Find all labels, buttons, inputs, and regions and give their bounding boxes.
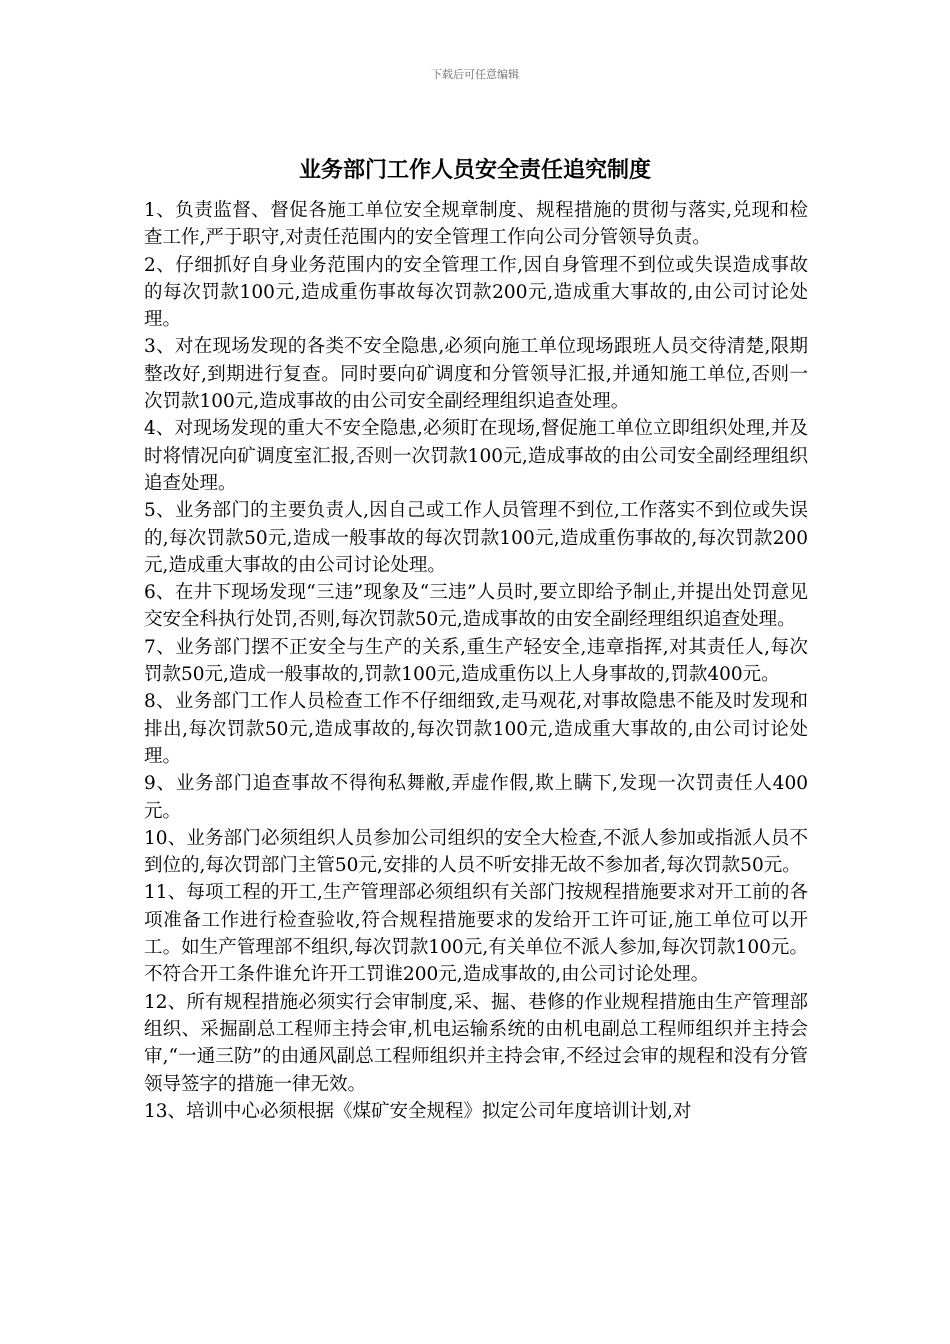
clause-2: 2、仔细抓好自身业务范围内的安全管理工作,因自身管理不到位或失误造成事故的每次罚款100元,造成重伤事故每次罚款200元,造成重大事故的,由公司讨论处理。 bbox=[144, 254, 808, 331]
clause-11: 11、每项工程的开工,生产管理部必须组织有关部门按规程措施要求对开工前的各项准备工作进行检查验收,符合规程措施要求的发给开工许可证,施工单位可以开工。如生产管理部不组织,每次罚款100元,有关单位不派人参加,每次罚款100元。不符合开工条件谁允许开工罚谁200元,造成事故的,由公司讨论处理。 bbox=[144, 882, 808, 986]
clause-6: 6、在井下现场发现“三违”现象及“三违”人员时,要立即给予制止,并提出处罚意见交安全科执行处罚,否则,每次罚款50元,造成事故的由安全副经理组织追查处理。 bbox=[144, 582, 808, 631]
clause-12: 12、所有规程措施必须实行会审制度,采、掘、巷修的作业规程措施由生产管理部组织、采掘副总工程师主持会审,机电运输系统的由机电副总工程师组织并主持会审,“一通三防”的由通风副总工程师组织并主持会审,不经过会审的规程和没有分管领导签字的措施一律无效。 bbox=[144, 991, 808, 1095]
clause-9: 9、业务部门追查事故不得徇私舞敝,弄虚作假,欺上瞒下,发现一次罚责任人400元。 bbox=[144, 773, 808, 822]
clause-4: 4、对现场发现的重大不安全隐患,必须盯在现场,督促施工单位立即组织处理,并及时将情况向矿调度室汇报,否则一次罚款100元,造成事故的由公司安全副经理组织追查处理。 bbox=[144, 418, 808, 494]
document-body bbox=[144, 197, 808, 1125]
clause-10: 10、业务部门必须组织人员参加公司组织的安全大检查,不派人参加或指派人员不到位的,每次罚部门主管50元,安排的人员不听安排无故不参加者,每次罚款50元。 bbox=[144, 827, 808, 877]
clause-1: 1、负责监督、督促各施工单位安全规章制度、规程措施的贯彻与落实,兑现和检查工作,严于职守,对责任范围内的安全管理工作向公司分管领导负责。 bbox=[144, 200, 808, 249]
clause-3: 3、对在现场发现的各类不安全隐患,必须向施工单位现场跟班人员交待清楚,限期整改好,到期进行复查。同时要向矿调度和分管领导汇报,并通知施工单位,否则一次罚款100元,造成事故的由公司安全副经理组织追查处理。 bbox=[144, 336, 808, 413]
clause-8: 8、业务部门工作人员检查工作不仔细细致,走马观花,对事故隐患不能及时发现和排出,每次罚款50元,造成事故的,每次罚款100元,造成重大事故的,由公司讨论处理。 bbox=[144, 691, 808, 767]
clause-5: 5、业务部门的主要负责人,因自己或工作人员管理不到位,工作落实不到位或失误的,每次罚款50元,造成一般事故的每次罚款100元,造成重伤事故的,每次罚款200元,造成重大事故的由公司讨论处理。 bbox=[144, 500, 808, 576]
header-note: 下载后可任意编辑 bbox=[431, 68, 519, 81]
clause-13: 13、培训中心必须根据《煤矿安全规程》拟定公司年度培训计划,对 bbox=[144, 1100, 692, 1122]
document-title: 业务部门工作人员安全责任追究制度 bbox=[298, 158, 651, 183]
clause-7: 7、业务部门摆不正安全与生产的关系,重生产轻安全,违章指挥,对其责任人,每次罚款50元,造成一般事故的,罚款100元,造成重伤以上人身事故的,罚款400元。 bbox=[144, 636, 808, 686]
